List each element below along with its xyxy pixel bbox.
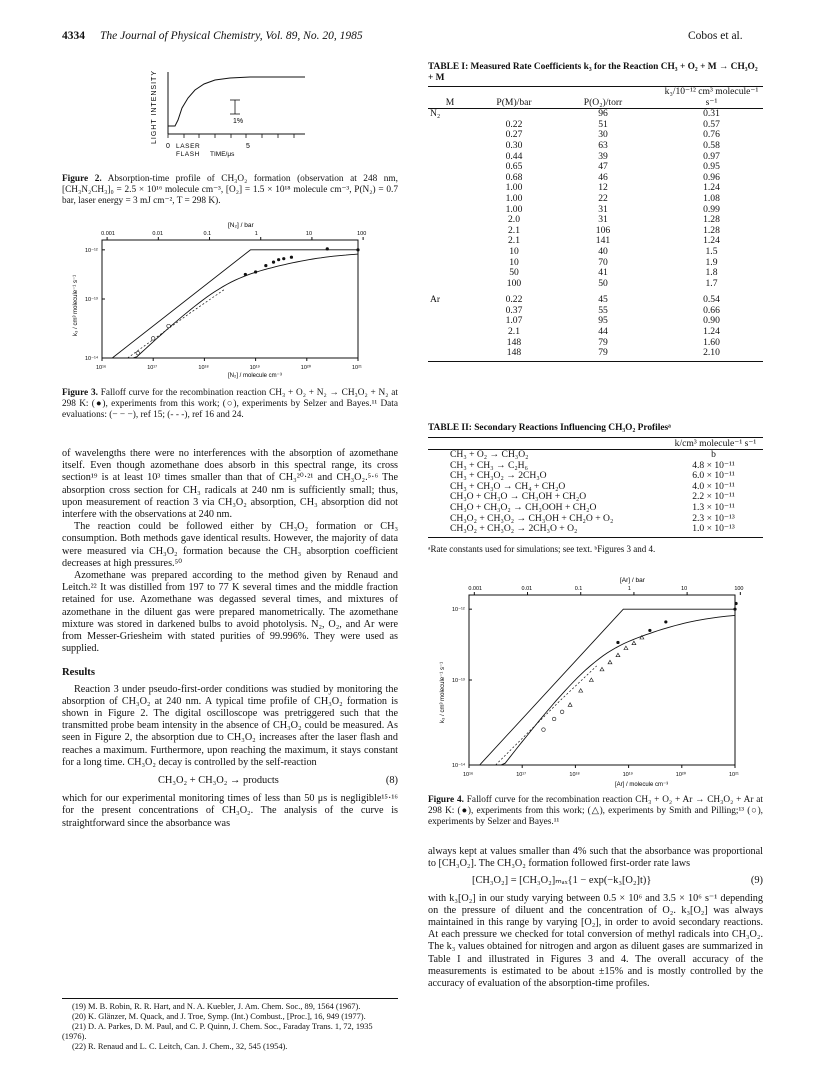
table-1-cell: 0.95 <box>703 161 720 173</box>
fig3-data-point <box>277 258 280 261</box>
table-2-row <box>428 524 763 535</box>
table-1-cell: 0.97 <box>703 150 720 162</box>
fig4-y-tick-label: 10⁻¹² <box>452 607 465 614</box>
fig3-y-tick-label: 10⁻¹³ <box>85 297 98 303</box>
table-1-header-m: M <box>445 96 455 108</box>
table-1-cell: 44 <box>598 326 608 338</box>
table-2-title: TABLE II: Secondary Reactions Influencing CH₃O₂ Profilesᵃ <box>428 423 671 433</box>
figure-2-caption: Figure 2. Absorption-time profile of CH₃O₂ formation (observation at 248 nm, [CH₃N₂CH₃]₀ = 2.5 × 10¹⁶ molecule cm⁻³, [O₂] = 1.5 × 10¹⁸ molecule cm⁻³, P(N₂) = 0.7 bar, laser energy = 3 mJ cm⁻², T = 298 K). <box>62 174 398 206</box>
figure-3-plot <box>68 218 393 383</box>
table-1-cell: 2.1 <box>508 224 520 236</box>
fig4-y-label: k₃ / cm³ molecule⁻¹ s⁻¹ <box>440 661 446 723</box>
fig4-bottom-tick-label: 10¹⁹ <box>622 772 633 778</box>
fig4-evaluation-curve <box>496 666 597 765</box>
table-1-cell: N₂ <box>430 108 441 120</box>
table-2-reaction: CH₃O₂ + CH₃O₂ → 2CH₃O + O₂ <box>450 523 578 535</box>
table-1-cell: 31 <box>598 203 608 215</box>
fig4-top-tick-label: 100 <box>734 586 744 592</box>
fig4-data-point-triangle <box>589 678 593 682</box>
table-1-cell: 55 <box>598 304 608 316</box>
fig4-falloff-curve <box>480 615 735 765</box>
figure-3-caption: Figure 3. Falloff curve for the recombination reaction CH₃ + O₂ + N₂ → CH₃O₂ + N₂ at 298 K: (●), experiments from this work; (○), experiments by Selzer and Bayes.¹¹ Data evaluations: (− − −), ref 15; (- - -), ref 16 and 24. <box>62 388 399 420</box>
fig4-data-point-triangle <box>579 689 583 693</box>
fig4-data-point <box>648 629 651 632</box>
table-1-cell: 22 <box>598 192 608 204</box>
fig2-scale-label: 1% <box>233 118 244 125</box>
figure-4-plot <box>435 573 760 791</box>
table-1-cell: 70 <box>598 256 608 268</box>
fig4-top-tick-label: 1 <box>627 586 631 592</box>
table-1-cell: 0.90 <box>703 315 720 327</box>
table-1-header-po2: P(O₂)/torr <box>583 96 623 108</box>
table-1-cell: 1.24 <box>703 182 720 194</box>
table-1-cell: 31 <box>598 214 608 226</box>
page-number: 4334 <box>62 30 85 42</box>
fig3-bottom-tick-label: 10¹⁸ <box>198 365 209 371</box>
table-1-cell <box>428 183 472 194</box>
table-1-cell: 0.68 <box>505 171 523 183</box>
fig2-x-label-laser: LASER <box>176 143 201 150</box>
fig4-data-point-triangle <box>608 660 612 664</box>
fig3-data-point <box>254 270 257 273</box>
table-1-cell: 0.65 <box>505 161 523 173</box>
table-1-cell: 1.7 <box>705 277 718 289</box>
fig3-data-point <box>244 273 247 276</box>
table-1-cell: 0.27 <box>505 129 523 141</box>
references <box>62 998 398 1052</box>
table-1-cell: 0.76 <box>703 129 720 141</box>
table-1-cell: 10 <box>509 256 519 268</box>
table-1-cell <box>428 162 472 173</box>
table-1-cell: 1.5 <box>705 245 718 257</box>
reference-22: (22) R. Renaud and L. C. Leitch, Can. J. Chem., 32, 545 (1954). <box>72 1042 288 1051</box>
table-1-cell: 148 <box>506 347 522 359</box>
table-1-cell <box>428 247 472 258</box>
fig4-data-point-triangle <box>632 641 636 645</box>
table-2-rate: 4.8 × 10⁻¹¹ <box>692 459 735 471</box>
fig3-falloff-curve <box>112 254 358 358</box>
fig4-top-label: [Ar] / bar <box>620 577 645 584</box>
table-1-body <box>428 109 763 359</box>
table-1-cell: 1.24 <box>703 235 720 247</box>
table-1-cell: 1.00 <box>505 203 523 215</box>
fig4-bottom-tick-label: 10¹⁸ <box>569 772 580 778</box>
reference-20: (20) K. Glänzer, M. Quack, and J. Troe, Symp. (Int.) Combust., [Proc.], 16, 949 (1977). <box>72 1012 366 1021</box>
fig3-data-point <box>264 264 267 267</box>
fig4-limiting-lines <box>480 609 735 765</box>
table-1-cell: 95 <box>598 315 608 327</box>
reference-21: (21) D. A. Parkes, D. M. Paul, and C. P. Quinn, J. Chem. Soc., Faraday Trans. 1, 72, 1935 (1976). <box>62 1022 373 1041</box>
table-2-reaction: CH₃ + O₂ → CH₃O₂ <box>450 449 529 460</box>
table-1-cell: 40 <box>598 245 608 257</box>
fig4-data-point <box>734 602 737 605</box>
table-2-body <box>428 450 763 535</box>
fig3-top-label: [N₂] / bar <box>228 222 254 229</box>
fig3-top-tick-label: 1 <box>254 231 258 237</box>
table-1-cell: 46 <box>598 171 608 183</box>
table-1-cell <box>428 205 472 216</box>
table-1-header-pm: P(M)/bar <box>496 96 532 108</box>
fig3-bottom-tick-label: 10²⁰ <box>300 365 311 371</box>
fig2-x-label-0: 0 <box>166 143 170 150</box>
table-1-cell: 79 <box>598 347 608 359</box>
table-1-cell: 1.00 <box>505 192 523 204</box>
table-1-cell <box>428 152 472 163</box>
fig4-data-point-open <box>560 710 564 714</box>
table-1-cell: 79 <box>598 336 608 348</box>
fig3-data-point <box>290 256 293 259</box>
table-1-cell: 12 <box>598 182 608 194</box>
table-2-footnote: ᵃRate constants used for simulations; see text. ᵇFigures 3 and 4. <box>428 543 656 554</box>
table-1-cell: 1.9 <box>705 256 718 268</box>
figure-4-caption: Figure 4. Falloff curve for the recombination reaction CH₃ + O₂ + Ar → CH₃O₂ + Ar at 298 K: (●), experiments from this work; (△), experiments by Smith and Pilling;¹³ (○), experiments by Selzer and Bayes.¹¹ <box>428 795 764 827</box>
fig3-top-tick-label: 0.001 <box>101 231 115 237</box>
fig4-data-point <box>616 641 619 644</box>
table-1-cell <box>428 120 472 131</box>
table-2-rate: b <box>711 449 716 460</box>
table-1-cell: 1.8 <box>705 267 718 279</box>
reference-19: (19) M. B. Robin, R. R. Hart, and N. A. Kuebler, J. Am. Chem. Soc., 89, 1564 (1967). <box>72 1002 361 1011</box>
fig3-limiting-lines <box>112 250 358 358</box>
fig2-x-label-flash: FLASH <box>176 151 200 158</box>
fig4-bottom-tick-label: 10²¹ <box>729 772 739 778</box>
table-1-cell <box>428 258 472 269</box>
table-1-cell <box>428 348 472 359</box>
table-1-cell: 0.66 <box>703 304 720 316</box>
fig3-bottom-tick-label: 10¹⁶ <box>96 365 107 371</box>
fig4-top-tick-label: 0.001 <box>468 586 483 592</box>
table-1-cell: 0.57 <box>703 118 720 130</box>
table-1-row <box>428 348 763 359</box>
table-1-cell: 96 <box>598 108 608 120</box>
table-1-cell <box>428 268 472 279</box>
fig4-data-point-triangle <box>600 667 604 671</box>
table-1-cell: 10 <box>509 245 519 257</box>
table-1-cell: 148 <box>506 336 522 348</box>
table-1-cell <box>428 173 472 184</box>
paragraph-results: Reaction 3 under pseudo-first-order conditions was studied by monitoring the absorption of CH₃O₂ at 240 nm. A typical time profile of CH₃O₂ formation is shown in Figure 2. The digital oscilloscope was pretriggered such that the transmitted probe beam intensity in the absence of CH₃O₂ could be measured. As seen in Figure 2, the absorption due to CH₃O₂ increases after the laser flash and reaches a maximum. Furthermore, upon reaching the maximum, it stays constant for a long time. CH₃O₂ decay is controlled by the self-reaction <box>62 683 398 768</box>
left-body-text <box>62 448 398 830</box>
fig3-y-tick-label: 10⁻¹⁴ <box>85 356 99 362</box>
table-1-row <box>428 141 763 152</box>
right-body-text <box>428 846 763 990</box>
paragraph-k3-values: with k₃[O₂] in our study varying between 0.5 × 10⁶ and 3.5 × 10⁶ s⁻¹ depending on the pressure of diluent and the concentration of O₂. k₃[O₂] was always maintained in this range by varying [O₂], in order to avoid secondary reactions. At each pressure we checked for total conversion of methyl radicals into CH₃O₂. The k₃ values obtained for nitrogen and argon as diluent gases are summarized in Table I and illustrated in Figures 3 and 4. The overall accuracy of the measurements is estimated to be about ±15% and is mostly controlled by the accuracy of evaluation of the absorption-time profiles. <box>428 892 763 990</box>
table-1-title: TABLE I: Measured Rate Coefficients k₃ for the Reaction CH₃ + O₂ + M → CH₃O₂ + M <box>428 62 758 83</box>
fig4-bottom-label: [Ar] / molecule cm⁻³ <box>615 782 669 788</box>
fig4-data-point <box>664 620 667 623</box>
table-1-row <box>428 247 763 258</box>
fig4-bottom-tick-label: 10¹⁷ <box>516 772 527 778</box>
table-1-cell: 0.58 <box>703 139 720 151</box>
table-1-cell <box>428 130 472 141</box>
fig3-evaluation-curve <box>128 289 225 358</box>
table-1-cell <box>428 306 472 317</box>
fig3-data-point <box>356 248 359 251</box>
figure-2-plot <box>140 62 310 174</box>
table-1-cell: 63 <box>598 139 608 151</box>
paragraph-azomethane-interference: of wavelengths there were no interferences with the absorption of azomethane itself. Even though azomethane does absorb in this spectral range, its cross section¹⁹ is at least 10³ times smaller than that of CH₃²⁰·²¹ and CH₃O₂.⁵·⁶ The absorption cross section for CH₃ radicals at 240 nm is sufficiently small; thus, upon measurement of reaction 3 via CH₃O₂ absorption, CH₃ absorption did not interfere with the observations at 240 nm. <box>62 448 398 521</box>
table-1-cell <box>428 316 472 327</box>
table-1-row <box>428 194 763 205</box>
table-1-cell <box>428 226 472 237</box>
paragraph-azomethane-preparation: Azomethane was prepared according to the method given by Renaud and Leitch.²² It was distilled from 197 to 77 K several times and the middle fraction retained for use. Azomethane was degassed several times, and mixtures of azomethane in the diluent gas were prepared manometrically. The azomethane mixture was stored in darkened bulbs to avoid photolysis. N₂, O₂, and Ar were from Messer-Griesheim with stated purities of 99.996%. They were used as supplied. <box>62 570 398 655</box>
table-1-cell: 50 <box>509 267 519 279</box>
fig4-data-point <box>733 608 736 611</box>
table-2-reaction: CH₃O₂ + CH₃O₂ → CH₃OH + CH₂O + O₂ <box>450 512 614 524</box>
table-1-cell: 0.31 <box>703 108 720 120</box>
table-1-cell: 1.08 <box>703 192 720 204</box>
table-2-reaction: CH₃O + CH₃O → CH₃OH + CH₂O <box>450 491 587 503</box>
table-1-cell: 0.96 <box>703 171 720 183</box>
section-heading-results: Results <box>62 667 95 679</box>
table-2-reaction: CH₃O + CH₃O₂ → CH₃OOH + CH₂O <box>450 501 597 513</box>
table-1-cell: 0.54 <box>703 294 720 306</box>
table-2-rate: 1.3 × 10⁻¹¹ <box>692 501 735 513</box>
table-1-cell: 1.00 <box>505 182 523 194</box>
table-2-rate: 2.2 × 10⁻¹¹ <box>692 491 735 503</box>
running-authors: Cobos et al. <box>688 30 743 42</box>
fig3-bottom-tick-label: 10¹⁷ <box>147 365 158 371</box>
table-1-cell: 0.22 <box>505 118 523 130</box>
fig3-top-tick-label: 0.01 <box>152 231 164 237</box>
fig3-data-point-open <box>167 324 171 328</box>
table-1-cell: 1.28 <box>703 214 720 226</box>
table-1-cell: 2.1 <box>508 326 520 338</box>
table-1-cell: 0.37 <box>505 304 523 316</box>
table-1-cell: 1.60 <box>703 336 720 348</box>
table-1-cell: 106 <box>595 224 611 236</box>
fig3-top-tick-label: 0.1 <box>203 231 212 237</box>
table-2-reaction: CH₃ + CH₃O → CH₄ + CH₂O <box>450 480 566 492</box>
fig3-data-point-open <box>151 337 155 341</box>
table-2-rate: 2.3 × 10⁻¹³ <box>692 512 735 524</box>
paragraph-absorbance: always kept at values smaller than 4% such that the absorbance was proportional to [CH₃O₂]. The CH₃O₂ formation followed first-order rate laws <box>428 846 763 870</box>
table-1-cell <box>428 215 472 226</box>
fig2-x-label-time: TIME/μs <box>210 151 235 158</box>
table-2 <box>428 423 763 555</box>
fig4-bottom-tick-label: 10²⁰ <box>675 772 686 778</box>
table-1-cell <box>428 236 472 247</box>
table-1-cell: 1.07 <box>505 315 523 327</box>
fig3-bottom-label: [N₂] / molecule cm⁻³ <box>228 373 282 379</box>
fig4-data-point-triangle <box>624 646 628 650</box>
table-1-cell: 39 <box>598 150 608 162</box>
table-1-cell: 100 <box>506 277 522 289</box>
table-1-row <box>428 279 763 290</box>
table-1-cell: 1.24 <box>703 326 720 338</box>
table-1-cell: 2.0 <box>508 214 520 226</box>
table-1-cell <box>428 141 472 152</box>
table-1-cell <box>428 194 472 205</box>
table-2-reaction: CH₃ + CH₃ → C₂H₆ <box>450 459 528 471</box>
fig3-data-point <box>272 261 275 264</box>
fig4-y-tick-label: 10⁻¹⁴ <box>452 763 466 769</box>
journal-title: The Journal of Physical Chemistry, Vol. 89, No. 20, 1985 <box>100 30 363 42</box>
table-1-cell: 0.22 <box>505 294 523 306</box>
fig4-bottom-tick-label: 10¹⁶ <box>463 772 474 778</box>
table-2-reaction: CH₃ + CH₃O₂ → 2CH₃O <box>450 470 547 482</box>
fig2-y-label: LIGHT INTENSITY <box>151 70 158 144</box>
table-1-cell <box>428 279 472 290</box>
table-1-cell: 51 <box>598 118 608 130</box>
fig2-x-label-5: 5 <box>246 143 250 150</box>
equation-9: [CH₃O₂] = [CH₃O₂]ₘₐₓ{1 − exp(−k₃[O₂]t)} (9) <box>472 875 763 887</box>
table-1-cell: 2.1 <box>508 235 520 247</box>
fig3-data-point <box>326 247 329 250</box>
equation-8: CH₃O₂ + CH₃O₂ → products (8) <box>158 775 398 787</box>
paragraph-self-reaction: which for our experimental monitoring times of less than 50 μs is negligible¹⁵·¹⁶ for the present concentrations of CH₃O₂. The analysis of the curve is straightforward since the absorbance was <box>62 793 398 829</box>
fig4-data-point-open <box>552 717 556 721</box>
fig3-data-point <box>282 257 285 260</box>
fig4-data-point-triangle <box>568 703 572 707</box>
fig3-data-point-open <box>136 351 140 355</box>
table-1-cell: 30 <box>598 129 608 141</box>
fig3-y-label: k₃ / cm³ molecule⁻¹ s⁻¹ <box>73 274 79 336</box>
table-1-cell: 45 <box>598 294 608 306</box>
table-1-cell: 0.30 <box>505 139 523 151</box>
fig4-top-tick-label: 0.1 <box>574 586 583 592</box>
table-1-row <box>428 289 763 306</box>
fig4-top-tick-label: 0.01 <box>521 586 533 592</box>
fig4-top-tick-label: 10 <box>681 586 688 592</box>
paragraph-reaction-followed: The reaction could be followed either by CH₃O₂ formation or CH₃ consumption. Both methods gave identical results. However, the majority of data were measured via CH₃O₂ formation because the CH₃ absorption coefficient decreases at high pressures.⁵⁰ <box>62 521 398 569</box>
table-1-cell: 1.28 <box>703 224 720 236</box>
fig3-bottom-tick-label: 10²¹ <box>352 365 362 371</box>
fig3-top-tick-label: 100 <box>357 231 367 237</box>
table-1-cell: 47 <box>598 161 608 173</box>
table-1-cell <box>428 327 472 338</box>
fig4-y-tick-label: 10⁻¹³ <box>452 678 465 684</box>
table-2-header-k: k/cm³ molecule⁻¹ s⁻¹ <box>674 438 757 449</box>
fig3-y-tick-label: 10⁻¹² <box>85 247 98 254</box>
table-1-cell <box>428 338 472 349</box>
table-2-rate: 4.0 × 10⁻¹¹ <box>692 480 735 492</box>
fig4-data-point-open <box>542 728 546 732</box>
table-1-cell: 50 <box>598 277 608 289</box>
table-1-cell: 0.99 <box>703 203 720 215</box>
table-1-cell: 141 <box>595 235 611 247</box>
fig3-bottom-tick-label: 10¹⁹ <box>249 365 260 371</box>
table-1-cell: Ar <box>430 294 441 306</box>
table-2-row <box>428 503 763 514</box>
table-1-cell: 0.44 <box>505 150 523 162</box>
table-1-cell: 41 <box>598 267 608 279</box>
table-1 <box>428 62 763 362</box>
table-2-row <box>428 450 763 461</box>
table-1-grid <box>428 87 763 108</box>
table-2-rate: 6.0 × 10⁻¹¹ <box>692 470 735 482</box>
fig4-data-point-triangle <box>616 653 620 657</box>
table-1-header-k3: k₃/10⁻¹² cm³ molecule⁻¹ s⁻¹ <box>664 86 759 108</box>
fig3-top-tick-label: 10 <box>305 231 313 237</box>
table-2-rate: 1.0 × 10⁻¹³ <box>692 523 735 535</box>
table-1-cell: 2.10 <box>703 347 720 359</box>
